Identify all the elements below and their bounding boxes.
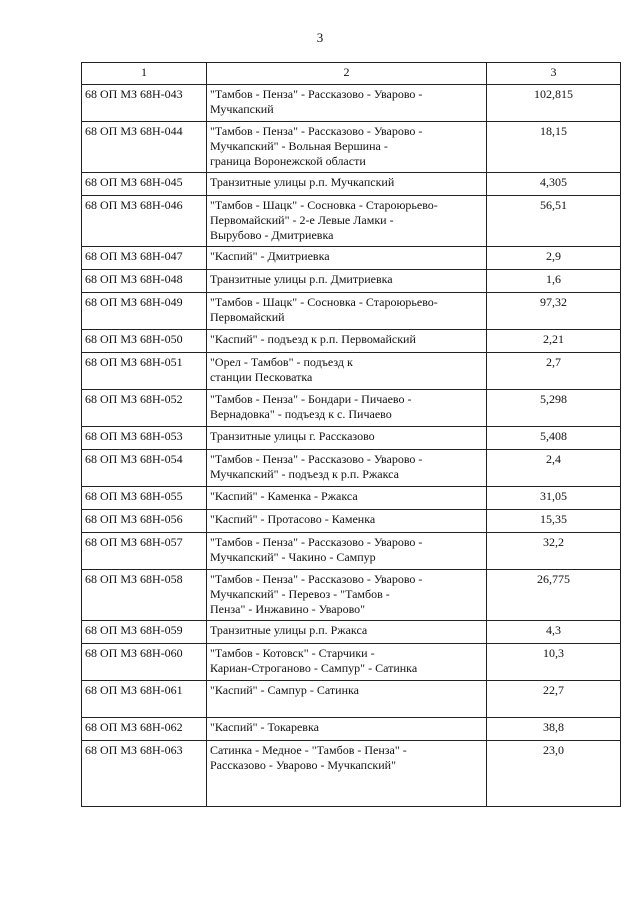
table-row bbox=[82, 293, 621, 330]
road-length: 2,9 bbox=[487, 247, 621, 270]
road-code: 68 ОП МЗ 68Н-058 bbox=[82, 570, 207, 621]
road-length: 23,0 bbox=[487, 741, 621, 807]
road-code: 68 ОП МЗ 68Н-060 bbox=[82, 644, 207, 681]
table-row bbox=[82, 681, 621, 718]
header-col-1: 1 bbox=[82, 63, 207, 85]
road-name: "Каспий" - Каменка - Ржакса bbox=[207, 487, 487, 510]
road-code: 68 ОП МЗ 68Н-059 bbox=[82, 621, 207, 644]
road-code: 68 ОП МЗ 68Н-046 bbox=[82, 196, 207, 247]
table-row bbox=[82, 353, 621, 390]
road-length: 56,51 bbox=[487, 196, 621, 247]
table-row bbox=[82, 390, 621, 427]
road-name: "Каспий" - Токаревка bbox=[207, 718, 487, 741]
road-length: 2,4 bbox=[487, 450, 621, 487]
road-length: 5,408 bbox=[487, 427, 621, 450]
header-col-2: 2 bbox=[207, 63, 487, 85]
road-code: 68 ОП МЗ 68Н-056 bbox=[82, 510, 207, 533]
road-name: "Тамбов - Котовск" - Старчики - Кариан-Строганово - Сампур" - Сатинка bbox=[207, 644, 487, 681]
road-code: 68 ОП МЗ 68Н-048 bbox=[82, 270, 207, 293]
table-row bbox=[82, 621, 621, 644]
roads-table bbox=[81, 62, 621, 807]
table-row bbox=[82, 741, 621, 807]
road-code: 68 ОП МЗ 68Н-050 bbox=[82, 330, 207, 353]
road-length: 2,7 bbox=[487, 353, 621, 390]
table-row bbox=[82, 427, 621, 450]
road-code: 68 ОП МЗ 68Н-052 bbox=[82, 390, 207, 427]
road-length: 102,815 bbox=[487, 85, 621, 122]
road-name: "Тамбов - Пенза" - Рассказово - Уварово - Мучкапский" - подъезд к р.п. Ржакса bbox=[207, 450, 487, 487]
road-code: 68 ОП МЗ 68Н-044 bbox=[82, 122, 207, 173]
road-length: 31,05 bbox=[487, 487, 621, 510]
table-row bbox=[82, 718, 621, 741]
table-row bbox=[82, 570, 621, 621]
road-length: 22,7 bbox=[487, 681, 621, 718]
road-code: 68 ОП МЗ 68Н-061 bbox=[82, 681, 207, 718]
table-row bbox=[82, 533, 621, 570]
road-code: 68 ОП МЗ 68Н-057 bbox=[82, 533, 207, 570]
road-name: Транзитные улицы р.п. Мучкапский bbox=[207, 173, 487, 196]
table-row bbox=[82, 644, 621, 681]
road-name: "Орел - Тамбов" - подъезд к станции Песковатка bbox=[207, 353, 487, 390]
table-row bbox=[82, 173, 621, 196]
road-name: "Каспий" - Протасово - Каменка bbox=[207, 510, 487, 533]
header-col-3: 3 bbox=[487, 63, 621, 85]
road-code: 68 ОП МЗ 68Н-063 bbox=[82, 741, 207, 807]
road-length: 1,6 bbox=[487, 270, 621, 293]
road-name: "Каспий" - Дмитриевка bbox=[207, 247, 487, 270]
table-row bbox=[82, 247, 621, 270]
road-name: "Тамбов - Шацк" - Сосновка - Староюрьево- Первомайский" - 2-е Левые Ламки - Вырубово - Дмитриевка bbox=[207, 196, 487, 247]
table-row bbox=[82, 330, 621, 353]
road-length: 4,305 bbox=[487, 173, 621, 196]
table-row bbox=[82, 196, 621, 247]
road-length: 26,775 bbox=[487, 570, 621, 621]
road-name: "Тамбов - Пенза" - Рассказово - Уварово - Мучкапский" - Вольная Вершина - граница Воронежской области bbox=[207, 122, 487, 173]
road-length: 2,21 bbox=[487, 330, 621, 353]
road-code: 68 ОП МЗ 68Н-055 bbox=[82, 487, 207, 510]
road-length: 32,2 bbox=[487, 533, 621, 570]
road-length: 10,3 bbox=[487, 644, 621, 681]
road-code: 68 ОП МЗ 68Н-053 bbox=[82, 427, 207, 450]
road-name: "Тамбов - Пенза" - Рассказово - Уварово - Мучкапский" - Чакино - Сампур bbox=[207, 533, 487, 570]
page-number: 3 bbox=[316, 30, 324, 45]
road-length: 18,15 bbox=[487, 122, 621, 173]
road-length: 38,8 bbox=[487, 718, 621, 741]
road-name: "Тамбов - Шацк" - Сосновка - Староюрьево- Первомайский bbox=[207, 293, 487, 330]
road-length: 5,298 bbox=[487, 390, 621, 427]
road-name: "Каспий" - подъезд к р.п. Первомайский bbox=[207, 330, 487, 353]
road-code: 68 ОП МЗ 68Н-043 bbox=[82, 85, 207, 122]
table-row bbox=[82, 510, 621, 533]
road-code: 68 ОП МЗ 68Н-045 bbox=[82, 173, 207, 196]
table-row bbox=[82, 122, 621, 173]
road-name: "Тамбов - Пенза" - Рассказово - Уварово - Мучкапский bbox=[207, 85, 487, 122]
road-length: 15,35 bbox=[487, 510, 621, 533]
road-code: 68 ОП МЗ 68Н-049 bbox=[82, 293, 207, 330]
table-row bbox=[82, 487, 621, 510]
road-name: "Каспий" - Сампур - Сатинка bbox=[207, 681, 487, 718]
table-header-row bbox=[82, 63, 621, 85]
road-name: Сатинка - Медное - "Тамбов - Пенза" - Рассказово - Уварово - Мучкапский" bbox=[207, 741, 487, 807]
road-code: 68 ОП МЗ 68Н-062 bbox=[82, 718, 207, 741]
road-length: 4,3 bbox=[487, 621, 621, 644]
road-name: Транзитные улицы р.п. Дмитриевка bbox=[207, 270, 487, 293]
road-length: 97,32 bbox=[487, 293, 621, 330]
road-name: "Тамбов - Пенза" - Рассказово - Уварово - Мучкапский" - Перевоз - "Тамбов - Пенза" - Инжавино - Уварово" bbox=[207, 570, 487, 621]
road-code: 68 ОП МЗ 68Н-054 bbox=[82, 450, 207, 487]
table-row bbox=[82, 270, 621, 293]
road-name: Транзитные улицы р.п. Ржакса bbox=[207, 621, 487, 644]
road-name: Транзитные улицы г. Рассказово bbox=[207, 427, 487, 450]
table-row bbox=[82, 85, 621, 122]
table-row bbox=[82, 450, 621, 487]
road-code: 68 ОП МЗ 68Н-047 bbox=[82, 247, 207, 270]
road-name: "Тамбов - Пенза" - Бондари - Пичаево - Вернадовка" - подъезд к с. Пичаево bbox=[207, 390, 487, 427]
road-code: 68 ОП МЗ 68Н-051 bbox=[82, 353, 207, 390]
